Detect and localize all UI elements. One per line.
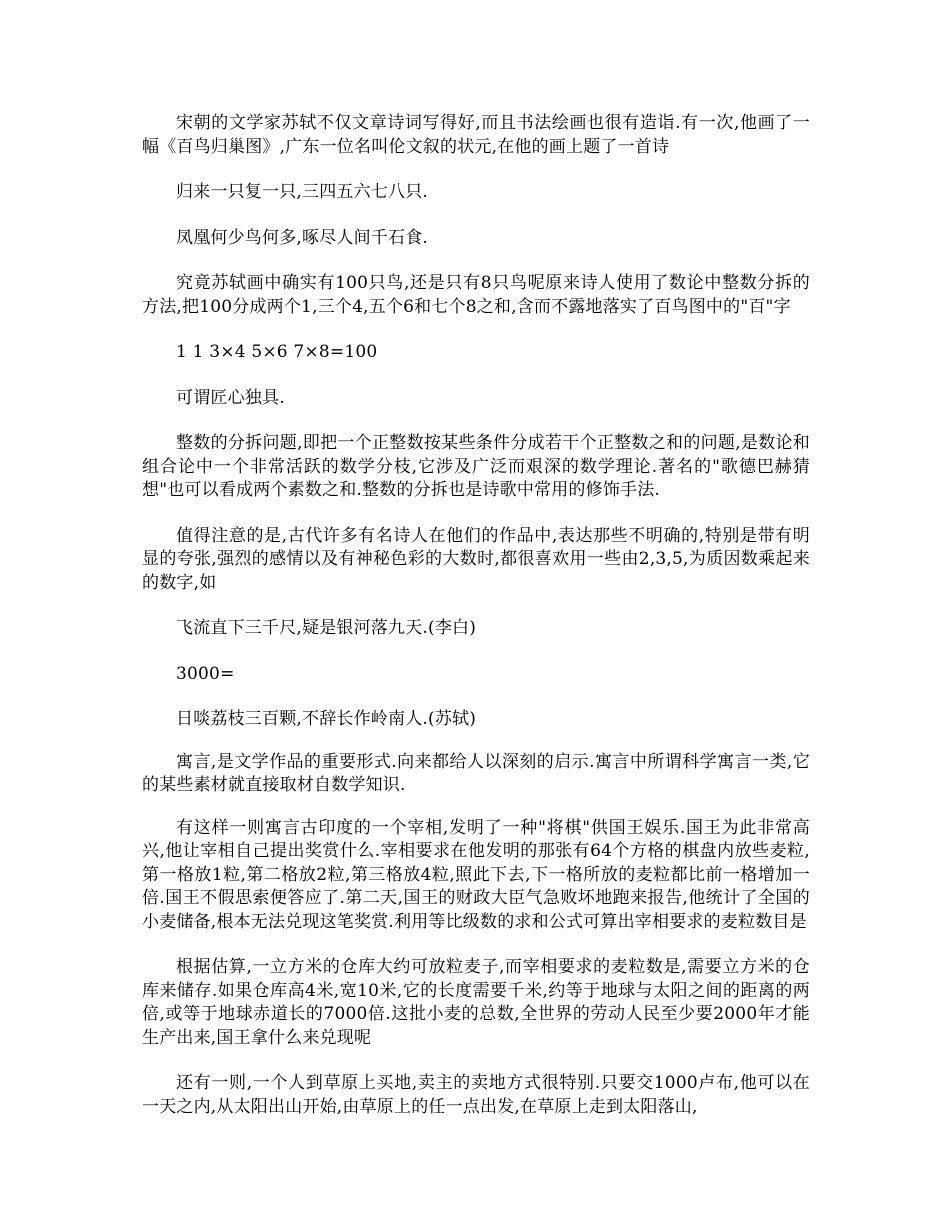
paragraph-land-fable: 还有一则,一个人到草原上买地,卖主的卖地方式很特别.只要交1000卢布,他可以在一天之内,从太阳出山开始,由草原上的任一点出发,在草原上走到太阳落山, xyxy=(142,1073,810,1117)
paragraph-su-shi-intro: 宋朝的文学家苏轼不仅文章诗词写得好,而且书法绘画也很有造诣.有一次,他画了一幅《百鸟归巢图》,广东一位名叫伦文叙的状元,在他的画上题了一首诗 xyxy=(142,113,810,157)
paragraph-wheat-estimate: 根据估算,一立方米的仓库大约可放粒麦子,而宰相要求的麦粒数是,需要立方米的仓库来储存.如果仓库高4米,宽10米,它的长度需要千米,约等于地球与太阳之间的距离的两倍,或等于地球赤道长的7000倍.这批小麦的总数,全世界的劳动人民至少要2000年才能生产出来,国王拿什么来兑现呢 xyxy=(142,957,810,1048)
poem-li-bai: 飞流直下三千尺,疑是银河落九天.(李白) xyxy=(176,618,477,638)
document-body xyxy=(142,112,810,1141)
paragraph-integer-partition: 整数的分拆问题,即把一个正整数按某些条件分成若干个正整数之和的问题,是数论和组合论中一个非常活跃的数学分枝,它涉及广泛而艰深的数学理论.著名的"歌德巴赫猜想"也可以看成两个素数之和.整数的分拆也是诗歌中常用的修饰手法. xyxy=(142,433,810,500)
number-line: 3000= xyxy=(176,663,235,684)
equation-line: 1 1 3×4 5×6 7×8=100 xyxy=(176,342,378,362)
paragraph-chess-fable: 有这样一则寓言古印度的一个宰相,发明了一种"将棋"供国王娱乐.国王为此非常高兴,他让宰相自己提出奖赏什么.宰相要求在他发明的那张有64个方格的棋盘内放些麦粒,第一格放1粒,第二格放2粒,第三格放4粒,照此下去,下一格所放的麦粒都比前一格增加一倍.国王不假思索便答应了.第二天,国王的财政大臣气急败坏地跑来报告,他统计了全国的小麦储备,根本无法兑现这笔奖赏.利用等比级数的求和公式可算出宰相要求的麦粒数目是 xyxy=(142,817,810,932)
paragraph-hundred-birds: 究竟苏轼画中确实有100只鸟,还是只有8只鸟呢原来诗人使用了数论中整数分拆的方法,把100分成两个1,三个4,五个6和七个8之和,含而不露地落实了百鸟图中的"百"字 xyxy=(142,273,810,317)
poem-line-1: 归来一只复一只,三四五六七八只. xyxy=(176,182,429,202)
paragraph-ingenuity: 可谓匠心独具. xyxy=(176,387,285,408)
poem-su-shi: 日啖荔枝三百颗,不辞长作岭南人.(苏轼) xyxy=(176,709,477,729)
poem-line-2: 凤凰何少鸟何多,啄尽人间千石食. xyxy=(176,227,429,248)
paragraph-large-numbers: 值得注意的是,古代许多有名诗人在他们的作品中,表达那些不明确的,特别是带有明显的夸张,强烈的感情以及有神秘色彩的大数时,都很喜欢用一些由2,3,5,为质因数乘起来的数字,如 xyxy=(142,525,810,593)
paragraph-fables: 寓言,是文学作品的重要形式.向来都给人以深刻的启示.寓言中所谓科学寓言一类,它的某些素材就直接取材自数学知识. xyxy=(142,751,810,795)
